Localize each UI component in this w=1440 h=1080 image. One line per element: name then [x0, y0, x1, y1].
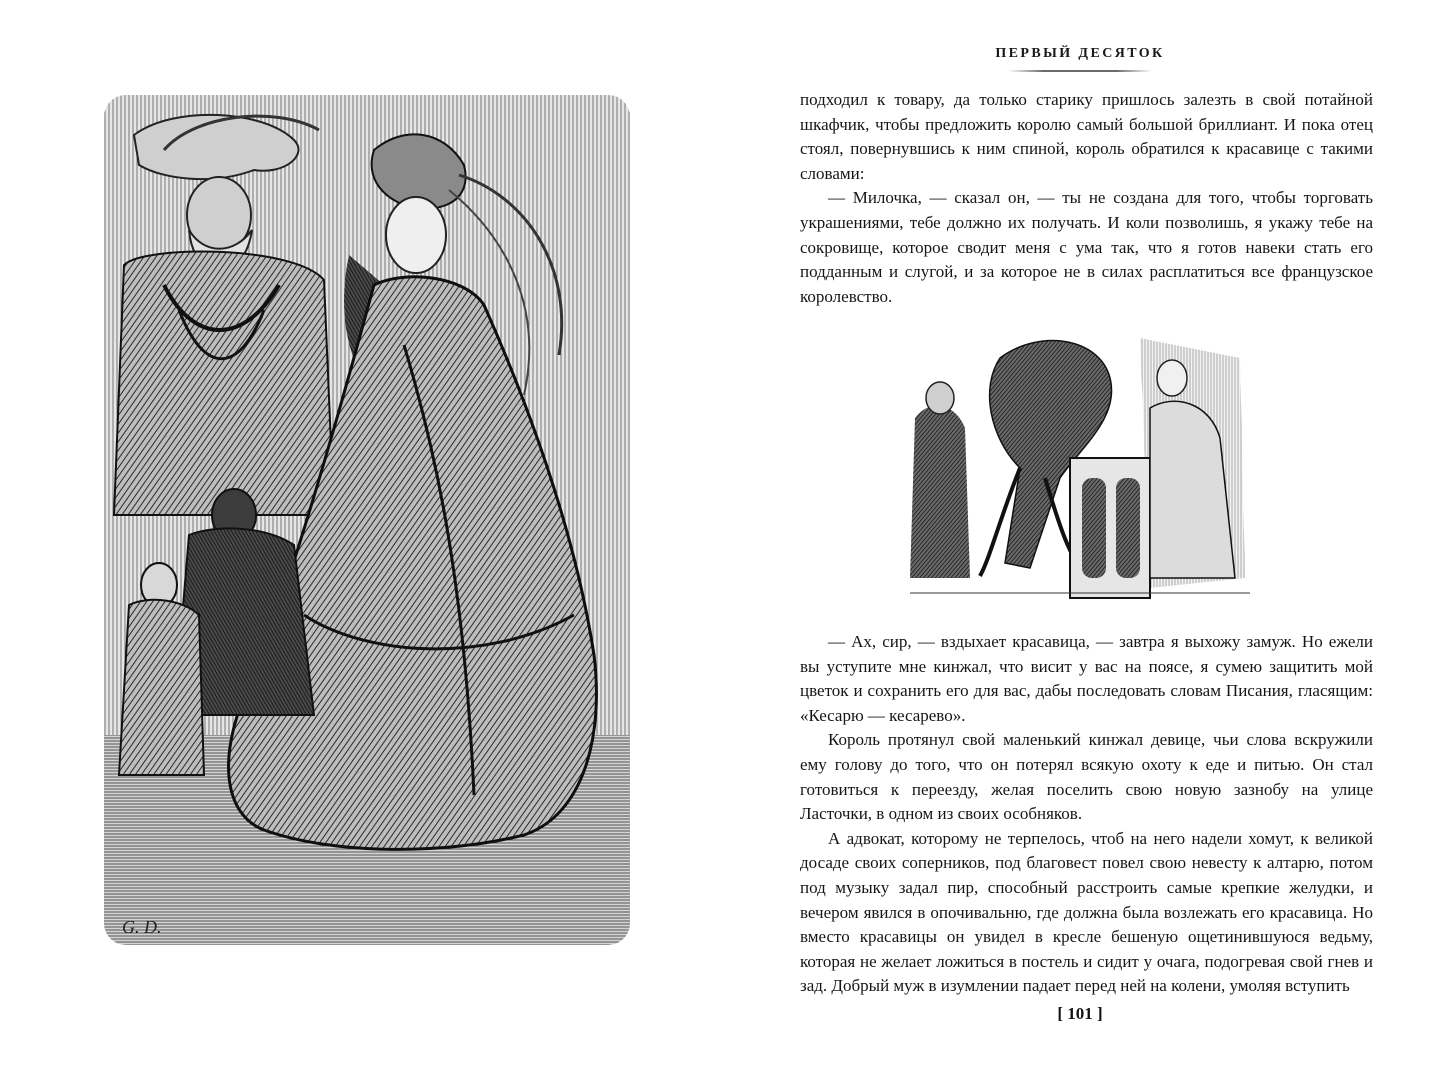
- running-head: ПЕРВЫЙ ДЕСЯТОК: [995, 46, 1165, 61]
- text-block-top: [800, 88, 1373, 309]
- text-block-bottom: [800, 630, 1373, 999]
- page-number: [ 101 ]: [1057, 1004, 1103, 1023]
- running-head-rule: [1008, 70, 1152, 72]
- paragraph: — Ах, сир, — вздыхает красавица, — завтра я выхожу замуж. Но ежели вы уступите мне кинжал, что висит у вас на поясе, я сумею защитить мой цветок и сохранить его для вас, дабы последовать словам Писания, гласящим: «Кесарю — кесарево».: [800, 632, 1373, 725]
- full-page-engraving: [104, 95, 630, 945]
- paragraph: — Милочка, — сказал он, — ты не создана для того, чтобы торговать украшениями, тебе должно их получать. И коли позволишь, я укажу тебе на сокровище, которое сводит меня с ума так, что я готов навеки стать его подданным и слугой, и за которое не в силах расплатиться все французское королевство.: [800, 188, 1373, 306]
- right-page: [720, 0, 1440, 1080]
- vignette-drawing: [910, 318, 1250, 608]
- paragraph: Король протянул свой маленький кинжал девице, чьи слова вскружили ему голову до того, что он потерял всякую охоту к еде и питью. Он стал готовиться к переезду, желая поселить свою новую зазнобу на улице Ласточки, в одном из своих особняков.: [800, 730, 1373, 824]
- paragraph: подходил к товару, да только старику пришлось залезть в свой потайной шкафчик, чтобы предложить королю самый большой бриллиант. И пока отец стоял, повернувшись к ним спиной, король обратился к красавице с такими словами:: [800, 90, 1373, 183]
- svg-text:G. D.: G. D.: [122, 917, 162, 937]
- paragraph: А адвокат, которому не терпелось, чтоб на него надели хомут, к великой досаде своих соперников, под благовест повел свою невесту к алтарю, потом под музыку задал пир, способный расстроить самые крепкие желудки, и вечером явился в опочивальню, где должна была возлежать его красавица. Но вместо красавицы он увидел в кресле бешеную ощетинившуюся ведьму, которая не желает ложиться в постель и сидит у очага, подогревая свой гнев и зад. Добрый муж в изумлении падает перед ней на колени, умоляя вступить: [800, 828, 1373, 996]
- vignette-illustration: [910, 318, 1250, 608]
- engraving-drawing: [104, 95, 630, 945]
